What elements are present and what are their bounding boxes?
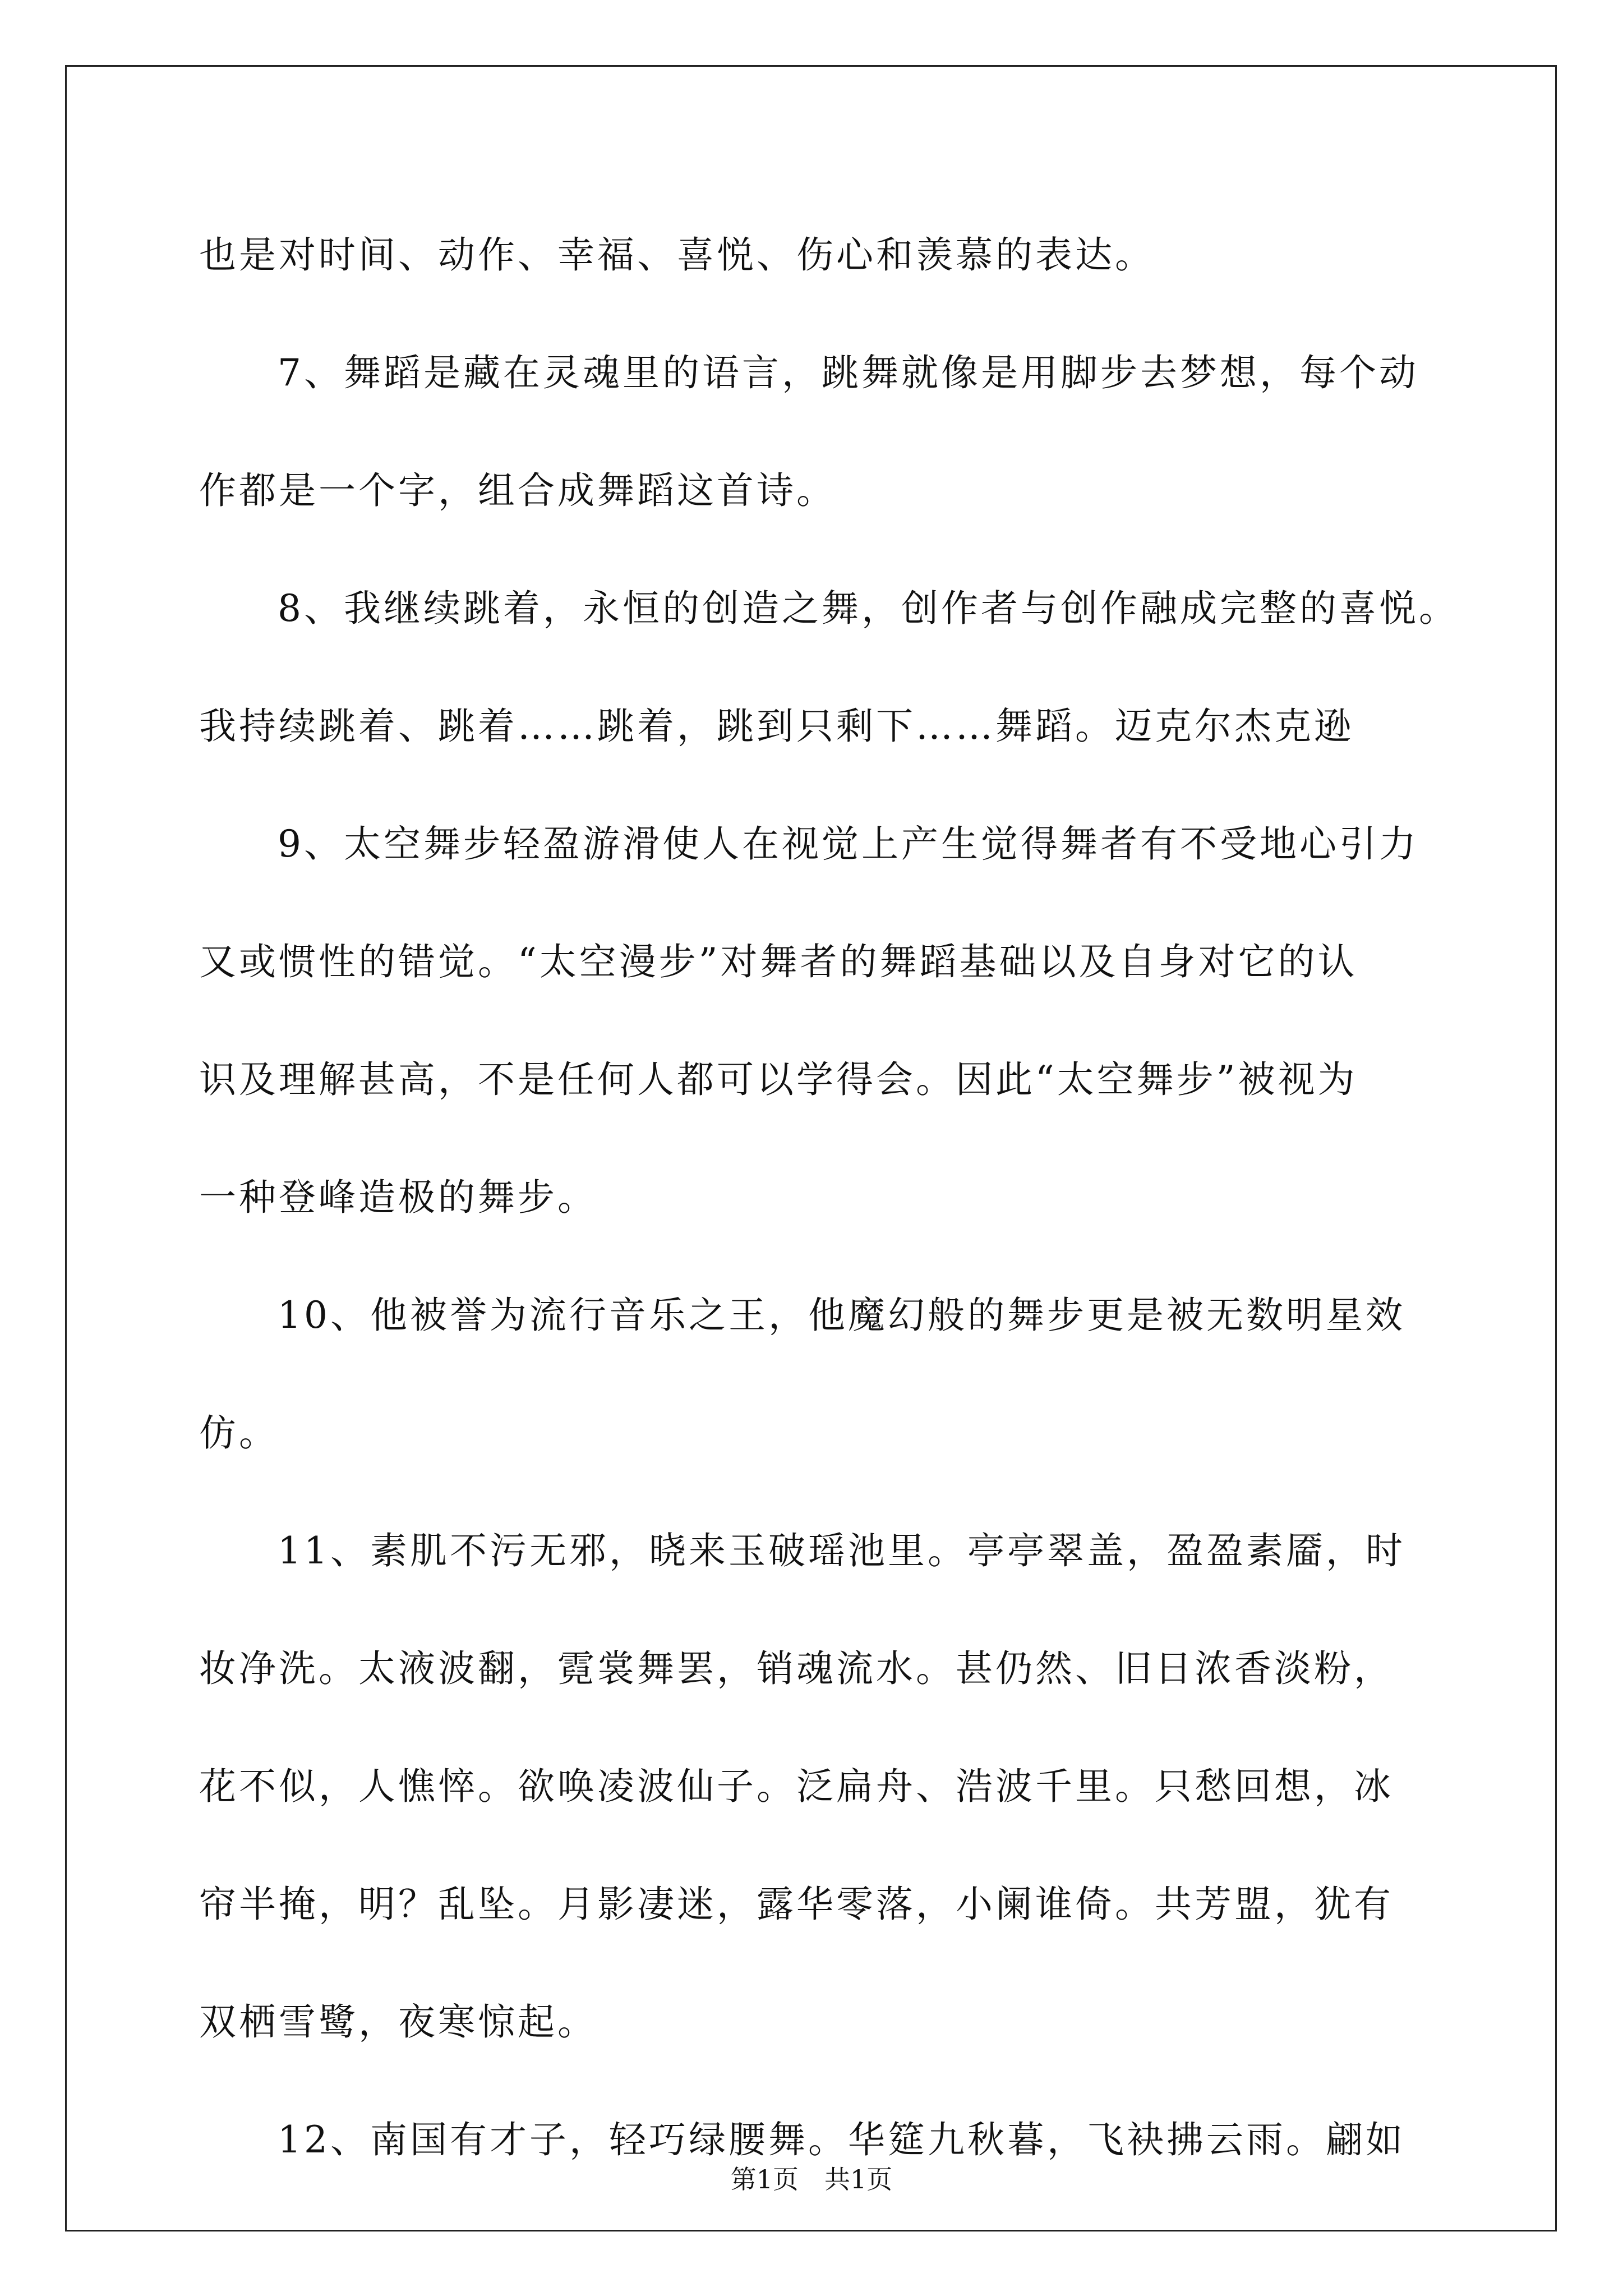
document-body bbox=[199, 196, 1459, 2199]
text-line: 11、素肌不污无邪，晓来玉破瑶池里。亭亭翠盖，盈盈素靥，时 bbox=[278, 1529, 1405, 1572]
text-line: 作都是一个字，组合成舞蹈这首诗。 bbox=[199, 469, 836, 512]
text-line: 12、南国有才子，轻巧绿腰舞。华筵九秋暮，飞袂拂云雨。翩如 bbox=[278, 2118, 1405, 2161]
text-line: 花不似，人憔悴。欲唤凌波仙子。泛扁舟、浩波千里。只愁回想，冰 bbox=[199, 1765, 1394, 1808]
text-line: 也是对时间、动作、幸福、喜悦、伤心和羡慕的表达。 bbox=[199, 233, 1155, 277]
text-line: 我持续跳着、跳着……跳着，跳到只剩下……舞蹈。迈克尔杰克逊 bbox=[199, 705, 1354, 748]
text-line: 帘半掩，明？乱坠。月影凄迷，露华零落，小阑谁倚。共芳盟，犹有 bbox=[199, 1883, 1394, 1926]
text-line: 9、太空舞步轻盈游滑使人在视觉上产生觉得舞者有不受地心引力 bbox=[278, 822, 1419, 866]
text-line: 8、我继续跳着，永恒的创造之舞，创作者与创作融成完整的喜悦。 bbox=[278, 587, 1459, 630]
text-line: 仿。 bbox=[199, 1411, 279, 1455]
text-line: 一种登峰造极的舞步。 bbox=[199, 1176, 597, 1219]
text-line: 10、他被誉为流行音乐之王，他魔幻般的舞步更是被无数明星效 bbox=[278, 1294, 1405, 1337]
text-line: 又或惯性的错觉。“太空漫步”对舞者的舞蹈基础以及自身对它的认 bbox=[199, 940, 1358, 983]
text-line: 双栖雪鹭，夜寒惊起。 bbox=[199, 2000, 597, 2044]
text-line: 7、舞蹈是藏在灵魂里的语言，跳舞就像是用脚步去梦想，每个动 bbox=[278, 351, 1419, 394]
text-line: 妆净洗。太液波翻，霓裳舞罢，销魂流水。甚仍然、旧日浓香淡粉， bbox=[199, 1647, 1394, 1690]
text-line: 识及理解甚高，不是任何人都可以学得会。因此“太空舞步”被视为 bbox=[199, 1058, 1358, 1101]
page-number: 第1页 共1页 bbox=[730, 2164, 893, 2194]
